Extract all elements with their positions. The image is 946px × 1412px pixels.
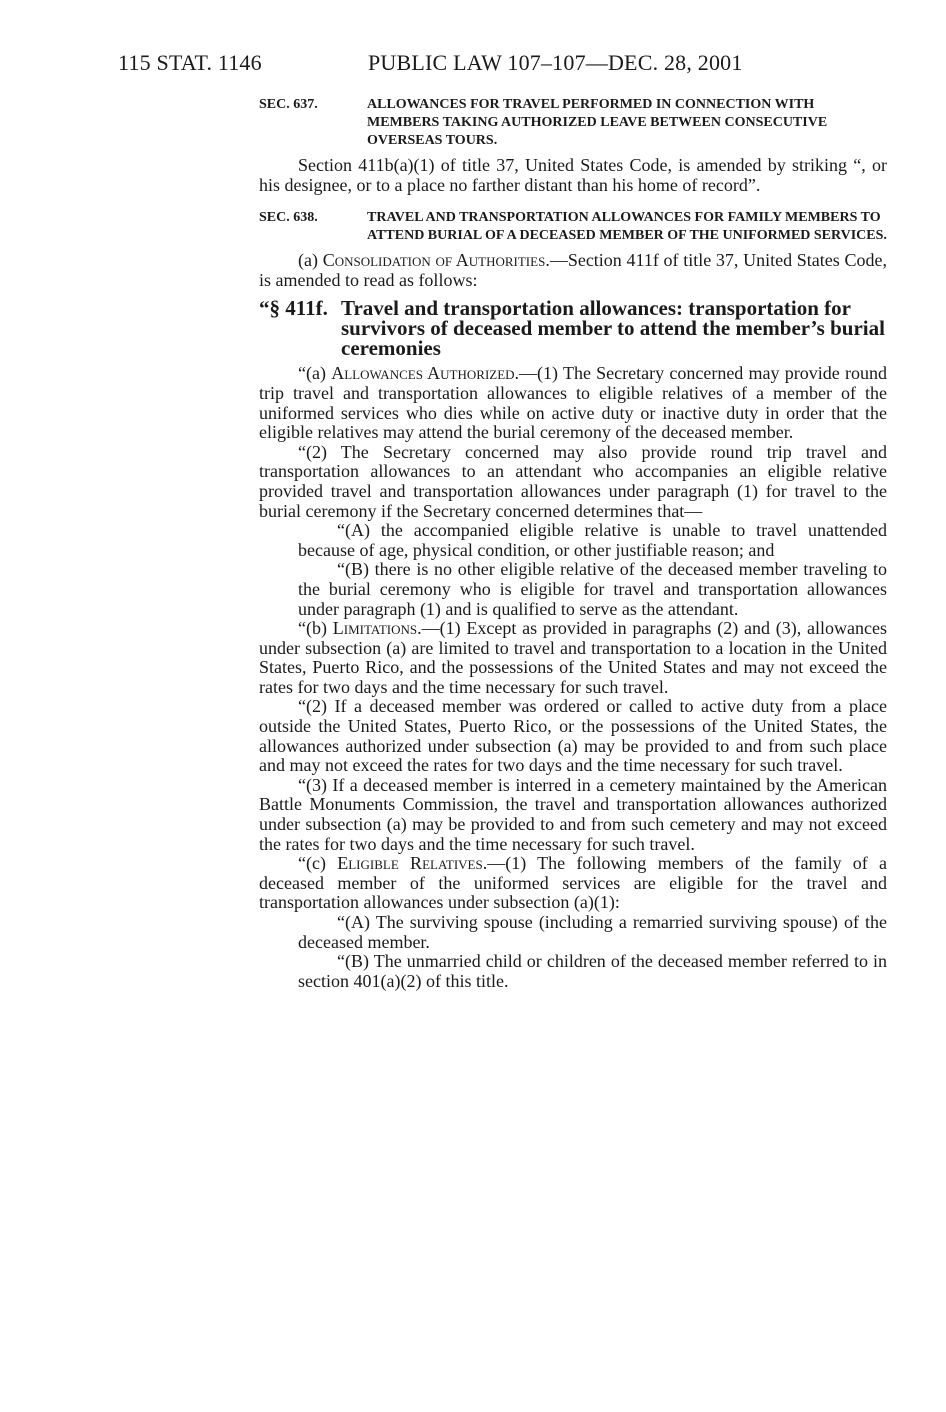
subsection-heading: Eligible Relatives (337, 853, 483, 874)
document-body (259, 96, 887, 991)
section-637-heading (259, 96, 887, 150)
paragraph-a2: “(2) The Secretary concerned may also provide round trip travel and transportation allowances to an attendant who accompanies an eligible relative provided travel and transportation allowances under paragraph (1) for travel to the burial ceremony if the Secretary concerned determines that— (259, 441, 887, 521)
statute-411f-heading (259, 296, 887, 361)
statute-title: Travel and transportation allowances: transportation for survivors of deceased member to attend the member’s burial ceremonies (341, 296, 885, 361)
subsection-heading: Allowances Authorized (331, 363, 515, 384)
subsection-heading: Consolidation of Authorities (322, 250, 546, 271)
law-citation: PUBLIC LAW 107–107—DEC. 28, 2001 (368, 50, 743, 75)
section-number: SEC. 638. (259, 210, 318, 226)
paragraph-c1: “(c) Eligible Relatives.—(1) The following members of the family of a deceased member of the uniformed services are eligible for the travel and transportation allowances under subsection (a)(1): (259, 853, 888, 913)
paragraph-b3: “(3) If a deceased member is interred in a cemetery maintained by the American Battle Monuments Commission, the travel and transportation allowances authorized under subsection (a) may be provided to and from such cemetery and may not exceed the rates for two days and the time necessary for such travel. (259, 774, 887, 854)
section-number: SEC. 637. (259, 97, 318, 112)
paragraph-c1B: “(B) The unmarried child or children of the deceased member referred to in section 401(a)(2) of this title. (298, 951, 887, 991)
section-title: ALLOWANCES FOR TRAVEL PERFORMED IN CONNECTION WITH MEMBERS TAKING AUTHORIZED LEAVE BETWEEN CONSECUTIVE OVERSEAS TOURS. (367, 97, 828, 148)
page-header (118, 50, 768, 80)
statute-number: “§ 411f. (259, 296, 328, 321)
paragraph-b1: “(b) Limitations.—(1) Except as provided in paragraphs (2) and (3), allowances under subsection (a) are limited to travel and transportation to a location in the United States, Puerto Rico, and the possessions of the United States and may not exceed the rates for two days and the time necessary for such travel. (259, 618, 887, 697)
paragraph-a1: “(a) Allowances Authorized.—(1) The Secretary concerned may provide round trip travel and transportation allowances to eligible relatives of a member of the uniformed services who dies while on active duty or inactive duty in order that the eligible relatives may attend the burial ceremony of the deceased member. (259, 363, 887, 443)
paragraph-c1A: “(A) The surviving spouse (including a remarried surviving spouse) of the deceased member. (298, 912, 887, 952)
section-638-heading (259, 209, 887, 245)
subsection-a-consolidation: (a) Consolidation of Authorities.—Section 411f of title 37, United States Code, is amended to read as follows: (259, 250, 887, 290)
paragraph-a2B: “(B) there is no other eligible relative of the deceased member traveling to the burial ceremony who is eligible for travel and transportation allowances under paragraph (1) and is qualified to serve as the attendant. (298, 559, 887, 619)
paragraph-b2: “(2) If a deceased member was ordered or called to active duty from a place outside the United States, Puerto Rico, or the possessions of the United States, the allowances authorized under subsection (a) may be provided to and from such place and may not exceed the rates for two days and the time necessary for such travel. (259, 696, 887, 776)
subsection-heading: Limitations (332, 618, 418, 639)
stat-page-number: 115 STAT. 1146 (118, 50, 262, 75)
section-637-text: Section 411b(a)(1) of title 37, United States Code, is amended by striking “, or his designee, or to a place no farther distant than his home of record”. (259, 155, 887, 195)
paragraph-a2A: “(A) the accompanied eligible relative is unable to travel unattended because of age, physical condition, or other justifiable reason; and (298, 520, 887, 560)
section-title: TRAVEL AND TRANSPORTATION ALLOWANCES FOR FAMILY MEMBERS TO ATTEND BURIAL OF A DECEASED MEMBER OF THE UNIFORMED SERVICES. (367, 210, 887, 244)
